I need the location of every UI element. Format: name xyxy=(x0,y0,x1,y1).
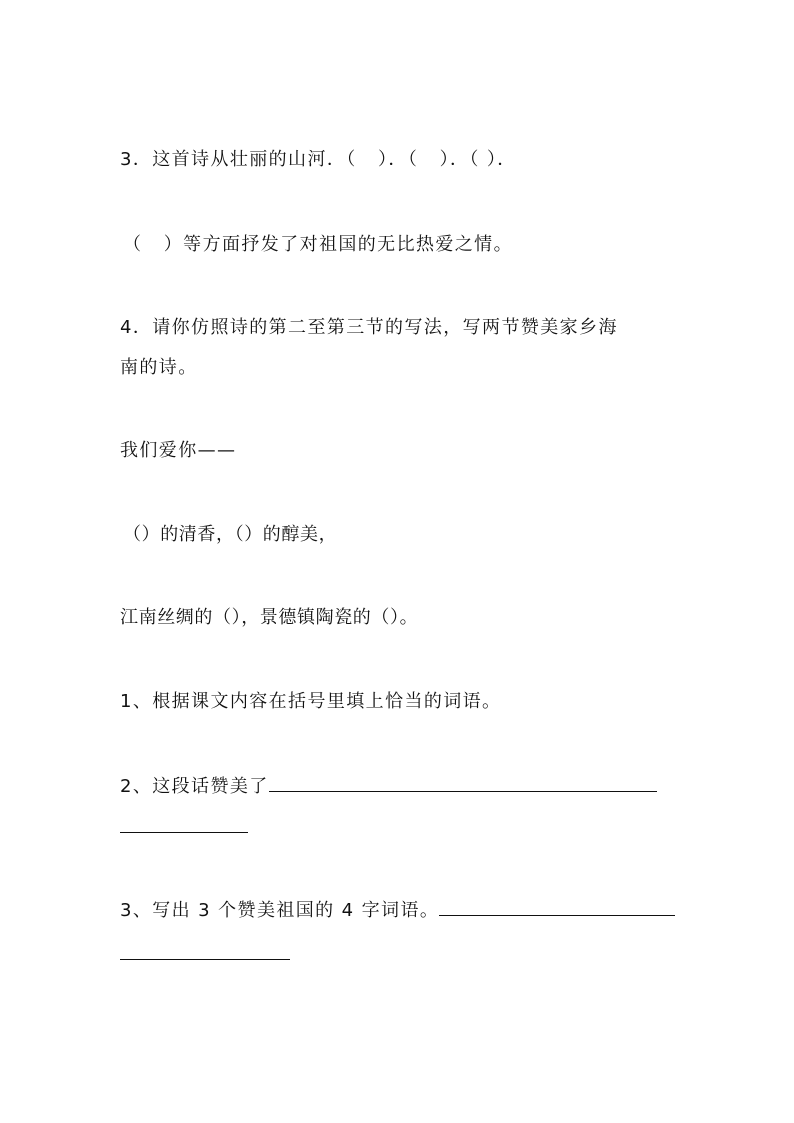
question-3-line-2: （ ）等方面抒发了对祖国的无比热爱之情。 xyxy=(123,234,513,255)
question-4-line-2: 南的诗。 xyxy=(120,357,198,378)
poem-line-1: 我们爱你—— xyxy=(120,440,237,461)
item-3-label: 3、写出 3 个赞美祖国的 4 字词语。 xyxy=(120,900,440,921)
item-3 xyxy=(120,899,675,922)
answer-blank[interactable] xyxy=(120,943,290,960)
answer-blank[interactable] xyxy=(439,899,675,916)
question-3-line-1: 3．这首诗从壮丽的山河．（ ）．（ ）．（ ）． xyxy=(120,149,517,170)
item-2-continuation xyxy=(120,816,248,839)
item-2-label: 2、这段话赞美了 xyxy=(120,776,269,797)
item-2 xyxy=(120,775,657,798)
poem-line-3: 江南丝绸的（），景德镇陶瓷的（）。 xyxy=(120,607,419,628)
answer-blank[interactable] xyxy=(269,775,657,792)
item-3-continuation xyxy=(120,943,290,966)
item-1: 1、根据课文内容在括号里填上恰当的词语。 xyxy=(120,691,502,712)
poem-line-2: （）的清香，（）的醇美， xyxy=(123,524,338,545)
question-4-line-1: 4．请你仿照诗的第二至第三节的写法，写两节赞美家乡海 xyxy=(120,317,618,338)
answer-blank[interactable] xyxy=(120,816,248,833)
